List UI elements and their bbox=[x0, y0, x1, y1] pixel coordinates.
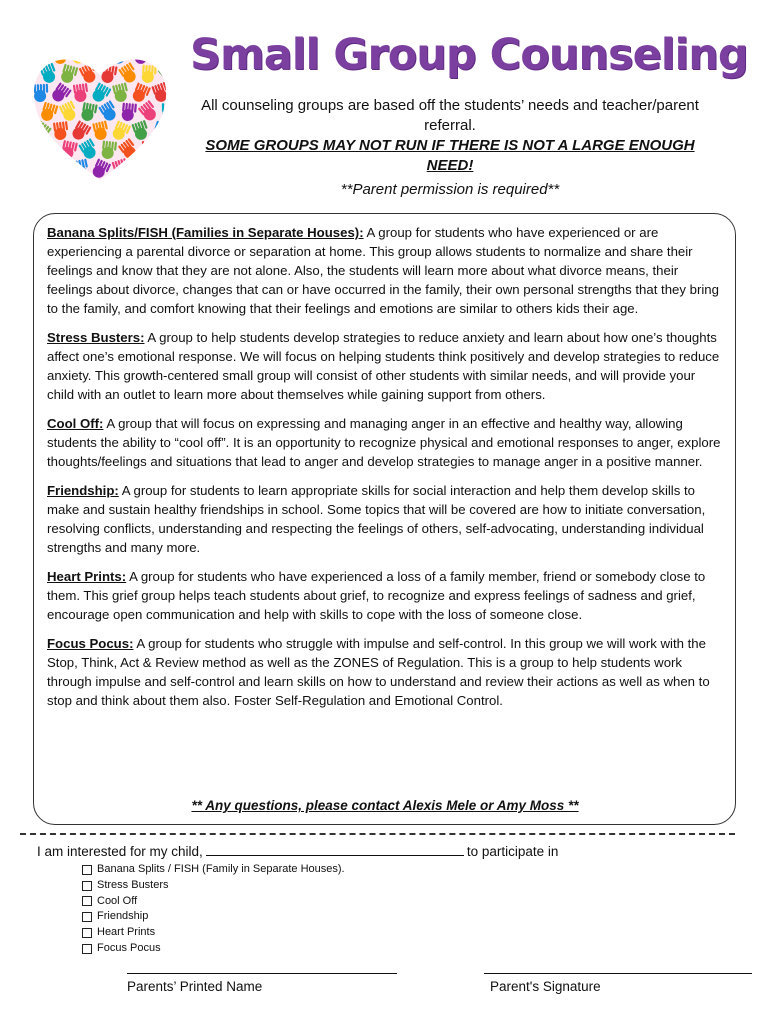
option-focus-pocus[interactable] bbox=[82, 941, 345, 957]
handprint-icon bbox=[30, 45, 52, 66]
group-heading: Focus Pocus: bbox=[47, 636, 134, 651]
cut-line-divider bbox=[20, 833, 735, 835]
group-description: A group that will focus on expressing and managing anger in an effective and healthy way, allowing students the ability to “cool off”. It is an opportunity to recognize physical and emotional responses to anger, explore thoughts/feelings and situations that lead to anger and develop strategies to manage anger in a positive manner. bbox=[47, 416, 721, 469]
option-cool-off[interactable] bbox=[82, 894, 345, 910]
intro-text: All counseling groups are based off the students’ needs and teacher/parent referral. bbox=[201, 97, 699, 134]
option-label: Banana Splits / FISH (Family in Separate Houses). bbox=[97, 863, 345, 875]
page-title: Small Group Counseling bbox=[190, 30, 748, 80]
group-heading: Heart Prints: bbox=[47, 569, 127, 584]
group-list bbox=[47, 223, 722, 720]
handprint-icon bbox=[50, 158, 71, 181]
handprint-icon bbox=[33, 159, 49, 178]
option-friendship[interactable] bbox=[82, 909, 345, 925]
group-heading: Stress Busters: bbox=[47, 330, 145, 345]
printed-name-label: Parents’ Printed Name bbox=[127, 979, 263, 994]
interest-label: I am interested for my child, bbox=[37, 844, 203, 859]
interest-line bbox=[37, 843, 558, 859]
contact-text: ** Any questions, please contact Alexis Mele or Amy Moss ** bbox=[191, 798, 579, 813]
handprint-icon bbox=[151, 45, 170, 66]
warning-text: SOME GROUPS MAY NOT RUN IF THERE IS NOT A LARGE ENOUGH NEED! bbox=[205, 137, 695, 174]
handprint-icon bbox=[142, 141, 156, 159]
checkbox[interactable] bbox=[82, 912, 92, 922]
group-stress-busters bbox=[47, 328, 722, 404]
signature-label: Parent's Signature bbox=[490, 979, 601, 994]
handprint-heart-image bbox=[30, 45, 170, 185]
checkbox[interactable] bbox=[82, 881, 92, 891]
group-description: A group for students who have experienced a loss of a family member, friend or somebody close to them. This grief group helps teach students about grief, to recognize and express feelings of sadness and grief, encourage open communication and help with skills to cope with the loss of someone close. bbox=[47, 569, 706, 622]
option-label: Heart Prints bbox=[97, 926, 156, 939]
group-heart-prints bbox=[47, 567, 722, 624]
handprint-icon bbox=[162, 103, 170, 121]
handprint-icon bbox=[93, 45, 110, 65]
group-heading: Friendship: bbox=[47, 483, 119, 498]
group-heading: Cool Off: bbox=[47, 416, 104, 431]
handprint-icon bbox=[158, 139, 170, 162]
group-friendship bbox=[47, 481, 722, 557]
option-heart-prints[interactable] bbox=[82, 925, 345, 941]
group-banana-splits bbox=[47, 223, 722, 318]
option-label: Focus Pocus bbox=[97, 941, 161, 954]
signature-field[interactable] bbox=[484, 973, 752, 974]
option-label: Cool Off bbox=[97, 894, 138, 907]
checkbox[interactable] bbox=[82, 928, 92, 938]
intro-block bbox=[200, 96, 700, 200]
printed-name-field[interactable] bbox=[127, 973, 397, 974]
checkbox[interactable] bbox=[82, 896, 92, 906]
permission-text: **Parent permission is required** bbox=[340, 181, 560, 198]
group-description: A group for students to learn appropriate skills for social interaction and help them develop skills to make and sustain healthy friendships in school. Some topics that will be covered are how to initiate conversation, resolving conflicts, understanding and respecting the feelings of others, self-advocating, understanding individual strengths and many more. bbox=[47, 483, 706, 555]
option-stress-busters[interactable] bbox=[82, 878, 345, 894]
group-options bbox=[82, 862, 345, 957]
checkbox[interactable] bbox=[82, 944, 92, 954]
group-description: A group to help students develop strategies to reduce anxiety and learn about how one’s thoughts affect one’s emotional response. We will focus on helping students think positively and develop strategies to reduce anxiety. This growth-centered small group will consist of other students with similar needs, and will provide your child with an outlet to learn more about themselves while gaining support from others. bbox=[47, 330, 720, 402]
group-cool-off bbox=[47, 414, 722, 471]
option-label: Friendship bbox=[97, 910, 149, 923]
handprint-icon bbox=[151, 157, 170, 179]
group-focus-pocus bbox=[47, 634, 722, 710]
option-label: Stress Busters bbox=[97, 878, 169, 891]
checkbox[interactable] bbox=[82, 865, 92, 875]
interest-suffix: to participate in bbox=[466, 844, 559, 859]
group-description: A group for students who have experienced or are experiencing a parental divorce or separation at home. This group allows students to normalize and share their feelings and know that they are not alone. Also, the students will learn more about what divorce means, their feelings about divorce, changes that can or have occurred in the family, their own personal strengths that they bring to the family, and comfort knowing that their feelings and emotions are similar to others kids their age. bbox=[47, 225, 719, 316]
handprint-icon bbox=[131, 159, 150, 181]
group-heading: Banana Splits/FISH (Families in Separate Houses): bbox=[47, 225, 364, 240]
child-name-field[interactable] bbox=[206, 843, 464, 856]
group-description: A group for students who struggle with impulse and self-control. In this group we will work with the Stop, Think, Act & Review method as well as the ZONES of Regulation. This is a group to help students work through impulse and self-control and learn skills on how to understand and review their actions as well as when to stop and think about them also. Foster Self-Regulation and Emotional Control. bbox=[47, 636, 710, 708]
option-banana-splits[interactable] bbox=[82, 862, 345, 878]
